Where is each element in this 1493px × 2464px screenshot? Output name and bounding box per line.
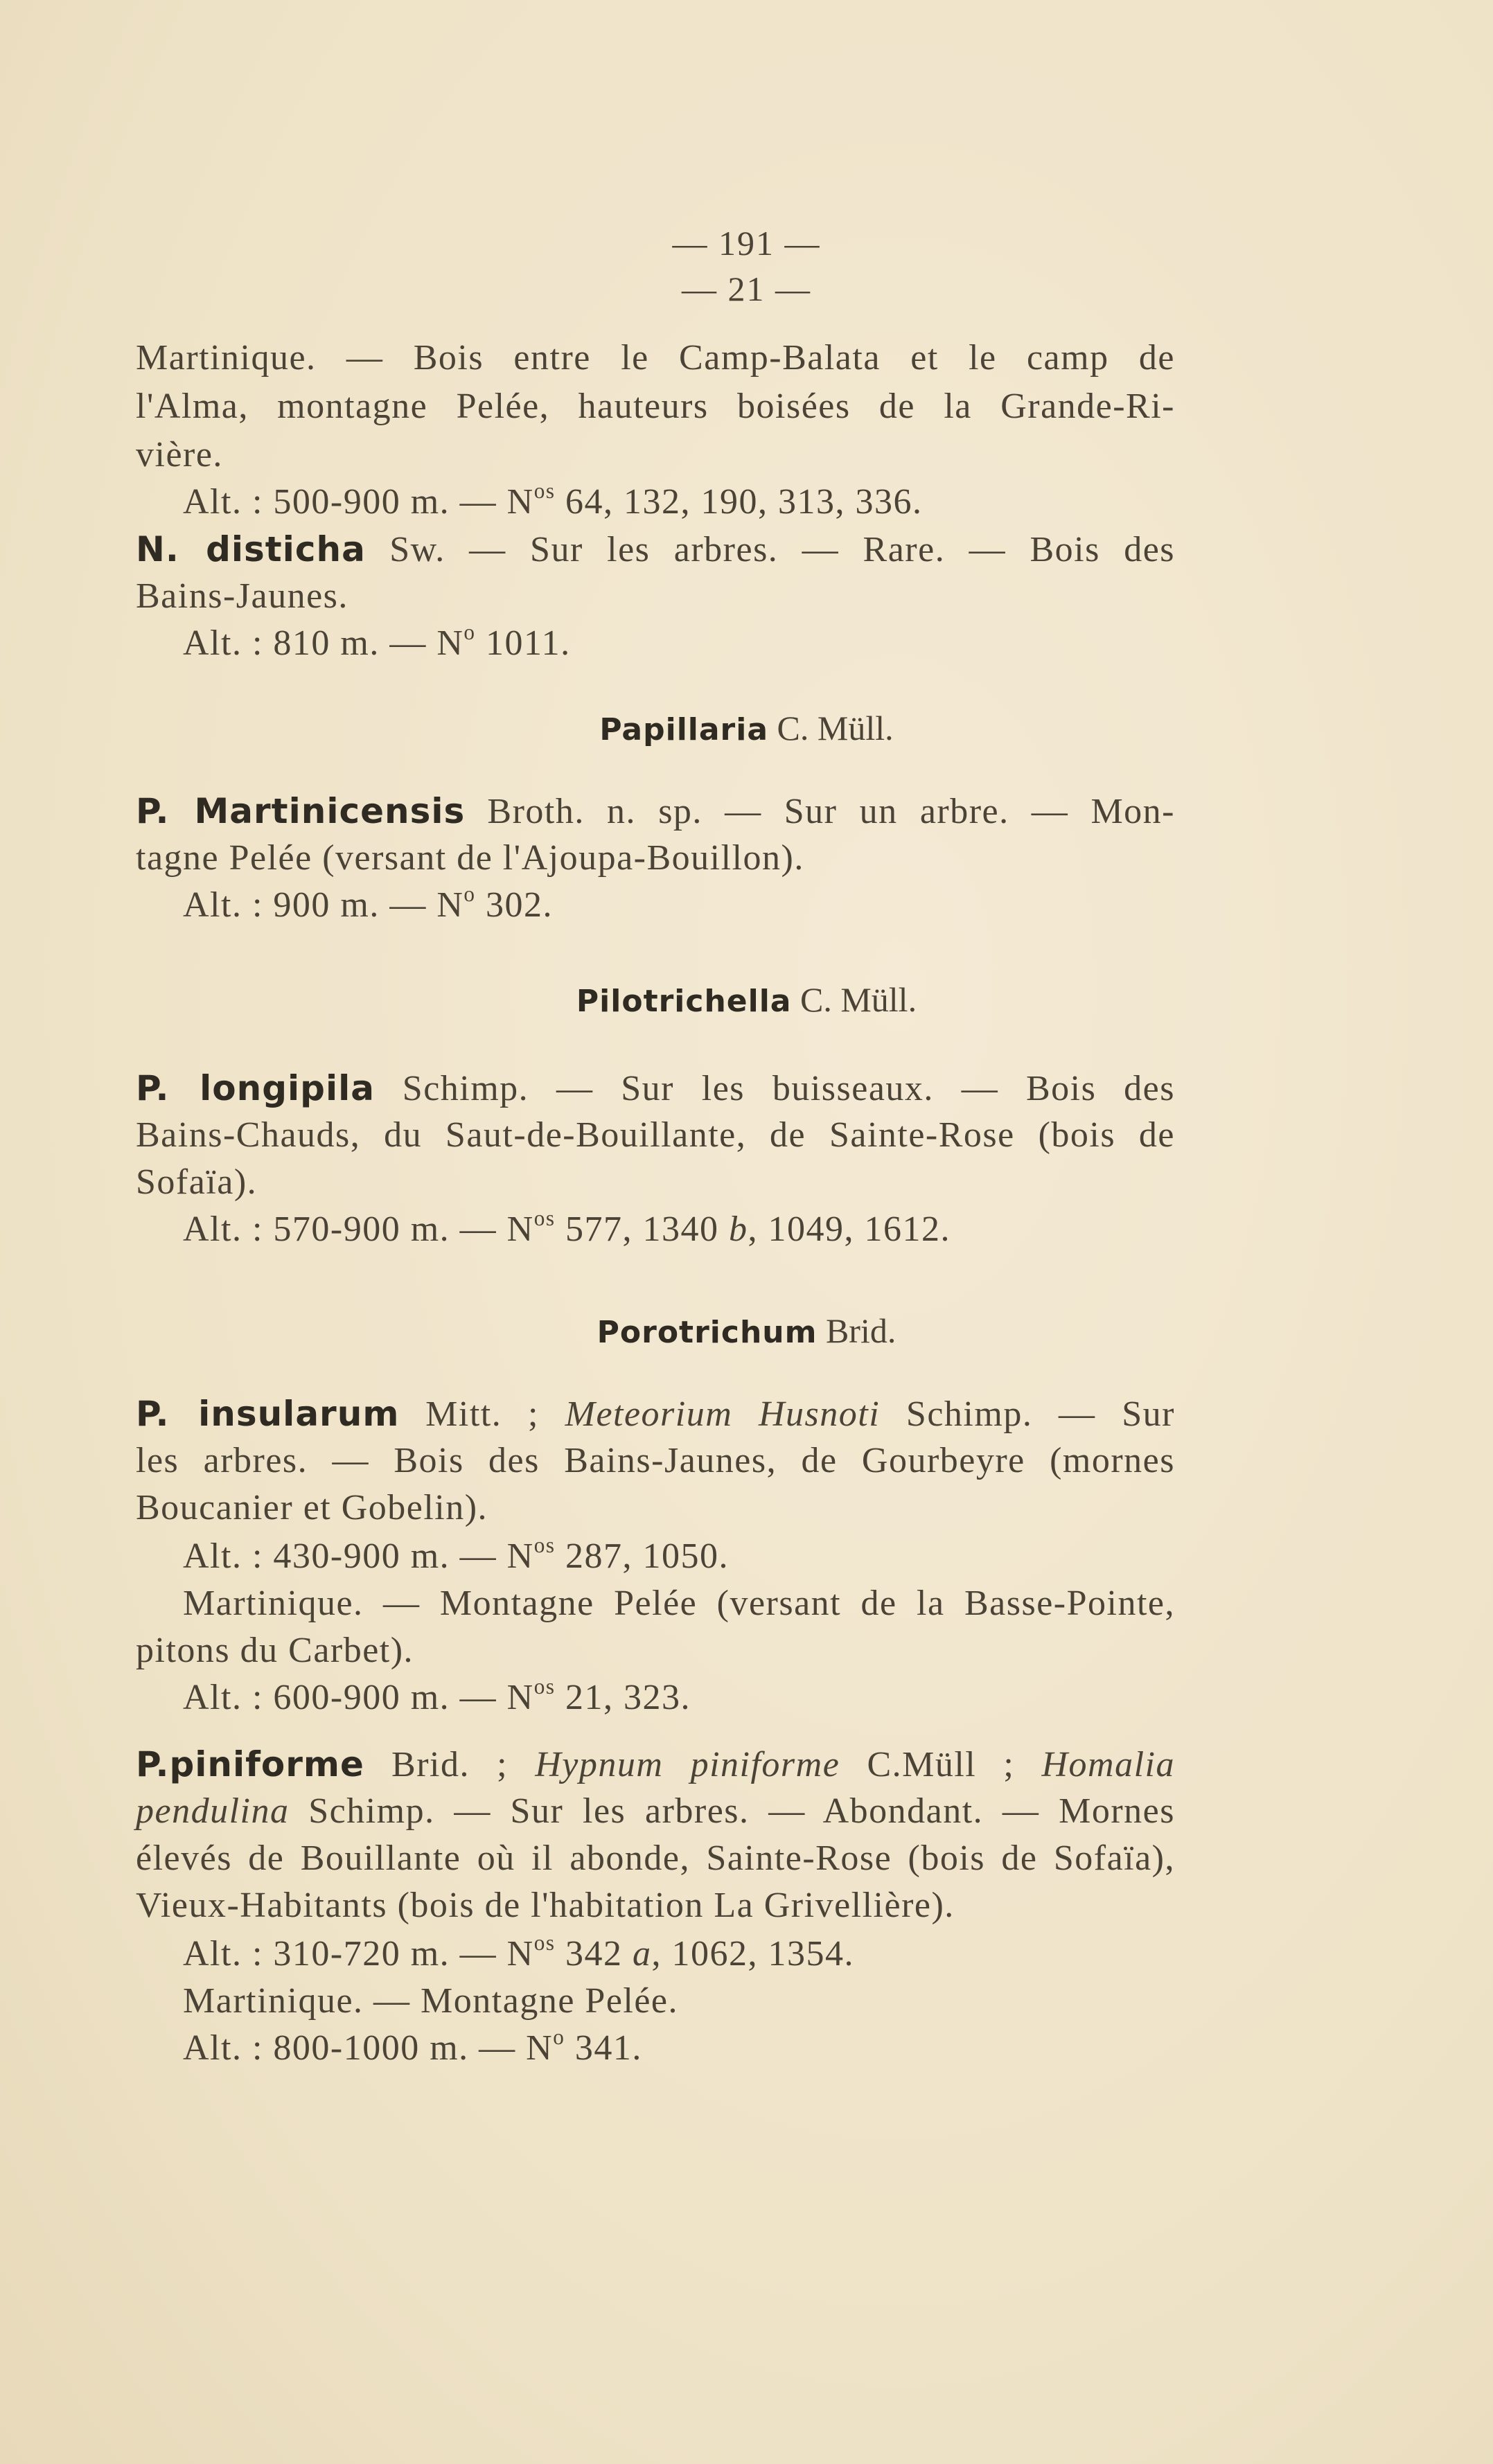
text-line: les arbres. — Bois des Bains-Jaunes, de Gourbeyre (mornes [136,1441,1175,1480]
text-line: Vieux-Habitants (bois de l'habitation La Grivellière). [136,1886,955,1925]
species-name: N. disticha [136,529,366,569]
text-line: Sofaïa). [136,1162,258,1202]
altitude-line: Alt. : 500-900 m. — $N^{os}$ 64, 132, 190, 313, 336. [183,479,923,522]
altitude-line: Alt. : 800-1000 m. — $N^o$ 341. [183,2025,642,2068]
altitude-line: Alt. : 310-720 m. — $N^{os}$ 342 a, 1062, 1354. [183,1931,854,1974]
altitude-line: Alt. : 430-900 m. — $N^{os}$ 287, 1050. [183,1533,729,1576]
species-name: P. longipila [136,1068,375,1108]
text-line: Martinique. — Montagne Pelée (versant de la Basse-Pointe, [183,1584,1175,1623]
species-entry: P. insularum Mitt. ; Meteorium Husnoti Schimp. — Sur [136,1394,1176,1434]
text-line: pitons du Carbet). [136,1631,414,1670]
genus-heading: Porotrichum Brid. [597,1311,896,1350]
altitude-line: Alt. : 810 m. — $N^o$ 1011. [183,620,571,663]
text-line: Boucanier et Gobelin). [136,1488,488,1527]
text-line: Martinique. — Montagne Pelée. [183,1981,679,2021]
text-line: élevés de Bouillante où il abonde, Sainte-Rose (bois de Sofaïa), [136,1838,1175,1878]
text-line: Bains-Jaunes. [136,576,348,616]
genus-heading: Pilotrichella C. Müll. [576,980,917,1019]
species-entry: P. longipila Schimp. — Sur les buisseaux. — Bois des [136,1068,1175,1108]
altitude-line: Alt. : 570-900 m. — $N^{os}$ 577, 1340 b, 1049, 1612. [183,1206,951,1249]
page-number-bottom: — 21 — [682,269,811,308]
text-line: Bains-Chauds, du Saut-de-Bouillante, de Sainte-Rose (bois de [136,1115,1175,1155]
text-line: vière. [136,435,223,475]
text-line: l'Alma, montagne Pelée, hauteurs boisées de la Grande-Ri- [136,387,1175,426]
species-entry: N. disticha Sw. — Sur les arbres. — Rare. — Bois des [136,529,1176,569]
altitude-line: Alt. : 900 m. — $N^o$ 302. [183,882,553,925]
altitude-line: Alt. : 600-900 m. — $N^{os}$ 21, 323. [183,1674,691,1717]
species-entry: P. Martinicensis Broth. n. sp. — Sur un arbre. — Mon- [136,791,1175,831]
text-line: pendulina Schimp. — Sur les arbres. — Abondant. — Mornes [136,1791,1175,1831]
page-number-top: — 191 — [672,224,821,263]
text-line: tagne Pelée (versant de l'Ajoupa-Bouillon). [136,838,804,878]
genus-heading: Papillaria C. Müll. [599,709,894,747]
species-entry: P.piniforme Brid. ; Hypnum piniforme C.Müll ; Homalia [136,1744,1175,1784]
species-name: P.piniforme [136,1744,364,1784]
species-name: P. Martinicensis [136,791,466,831]
species-name: P. insularum [136,1394,400,1434]
text-line: Martinique. — Bois entre le Camp-Balata et le camp de [136,338,1175,378]
